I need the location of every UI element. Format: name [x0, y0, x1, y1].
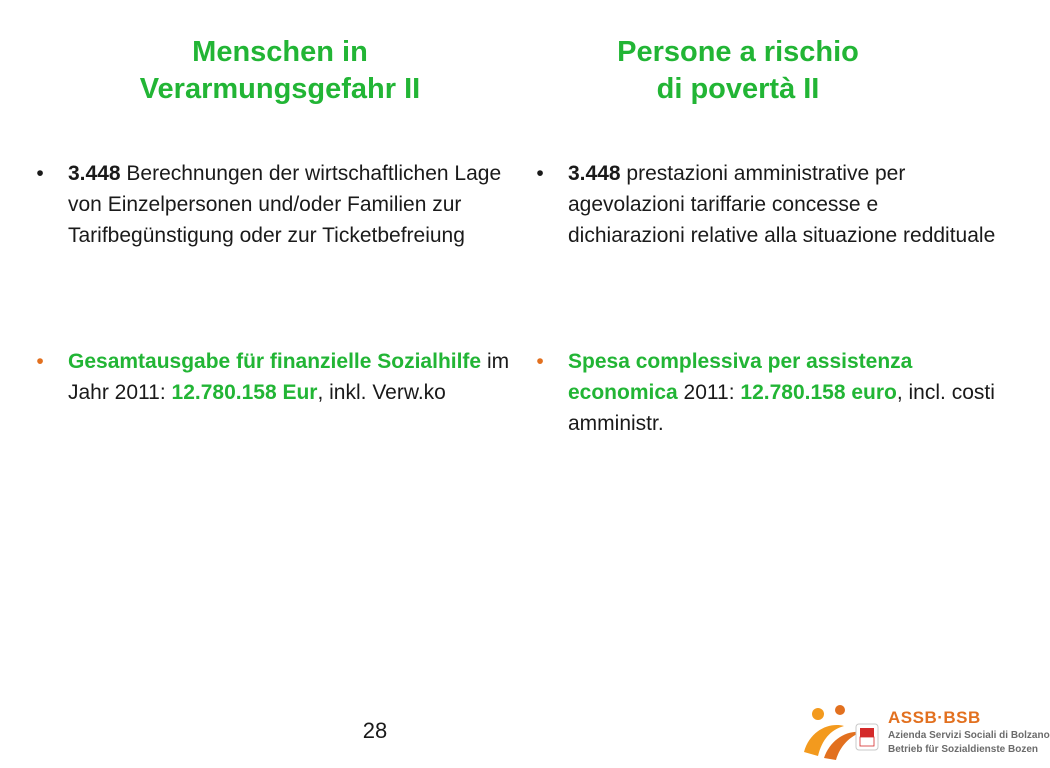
logo-brand: ASSB·BSB — [888, 708, 981, 727]
bullet-dot: • — [36, 350, 44, 373]
bullet-right-calculations — [536, 158, 998, 251]
bullet-left-expenditure — [36, 346, 518, 408]
bullet-right-1-text: prestazioni amministrative per agevolazioni tariffarie concesse e dichiarazioni relative alla situazione reddituale — [568, 162, 996, 247]
title-left — [70, 34, 490, 108]
bullet-left-2-text-1: im Jahr 2011: — [68, 350, 510, 404]
bullet-left-calculations — [36, 158, 533, 251]
bullet-left-1-text: Berechnungen der wirtschaftlichen Lage von Einzelpersonen und/oder Familien zur Tarifbegünstigung oder zur Ticketbefreiung — [68, 162, 502, 247]
title-right — [528, 34, 948, 108]
logo-line-1: Azienda Servizi Sociali di Bolzano — [888, 730, 1050, 741]
logo-line-2: Betrieb für Sozialdienste Bozen — [888, 744, 1039, 755]
title-left-line-1: Menschen in — [192, 36, 368, 68]
logo-figures-icon — [800, 700, 886, 766]
title-right-line-1: Persone a rischio — [617, 36, 859, 68]
bullet-dot: • — [36, 162, 44, 185]
bullet-left-2-text-2: , inkl. Verw.ko — [317, 381, 446, 404]
title-left-line-2: Verarmungsgefahr II — [139, 73, 421, 105]
bullet-right-2-text-2: , incl. costi amministr. — [568, 381, 995, 435]
bullet-dot: • — [536, 350, 544, 373]
bullet-right-1-count: 3.448 — [568, 162, 621, 185]
bullet-dot: • — [536, 162, 544, 185]
bullet-left-2-bold-1: Gesamtausgabe für finanzielle Sozialhilfe — [68, 350, 482, 373]
title-right-line-2: di povertà II — [656, 73, 820, 105]
page-number: 28 — [362, 718, 388, 743]
bullet-right-expenditure — [536, 346, 998, 439]
bullet-right-2-bold-1: Spesa complessiva per assistenza economica — [568, 350, 913, 404]
assb-logo — [800, 700, 1050, 766]
bullet-right-2-amount: 12.780.158 euro — [740, 381, 897, 404]
bullet-left-2-amount: 12.780.158 Eur — [171, 381, 318, 404]
bullet-left-1-count: 3.448 — [68, 162, 121, 185]
bullet-right-2-text-1: 2011: — [677, 381, 741, 404]
